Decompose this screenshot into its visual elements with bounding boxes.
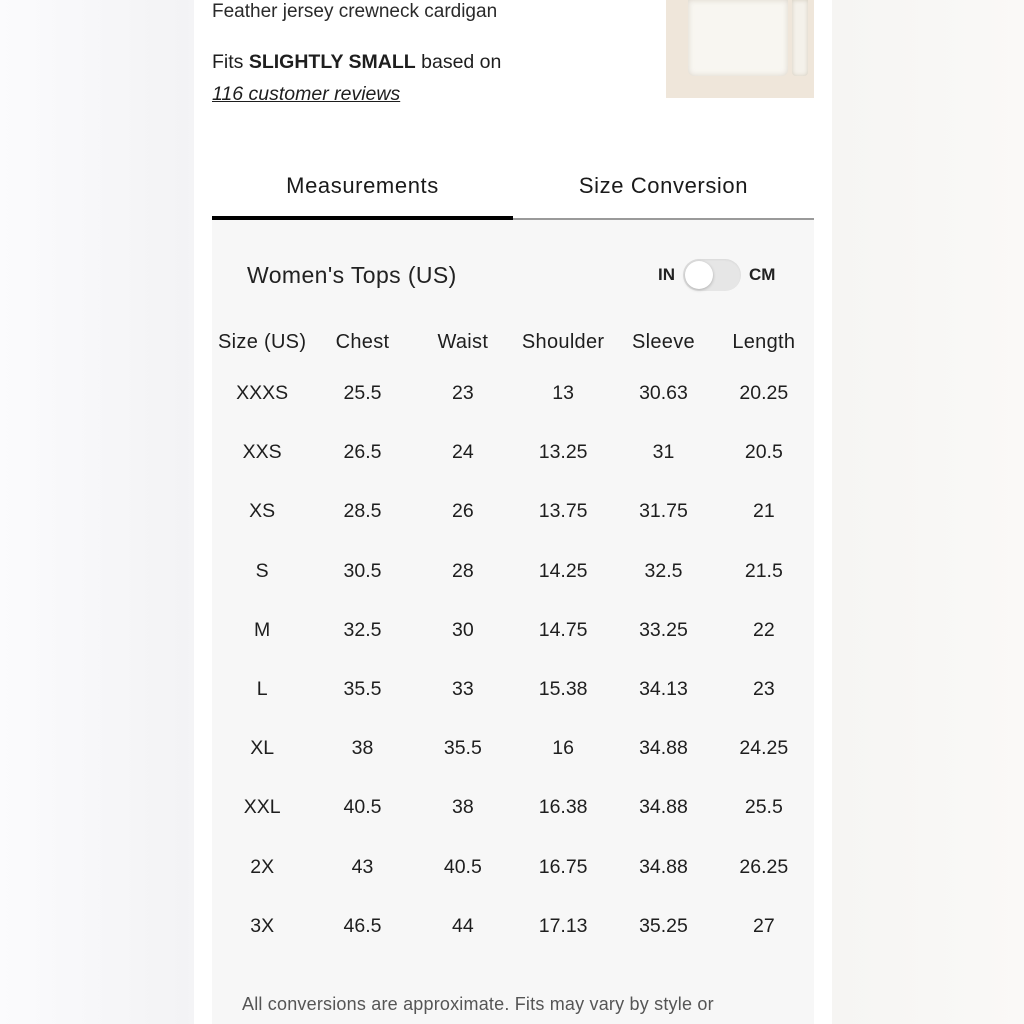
cell-size: XXS [242,441,282,464]
cell-sleeve: 34.88 [639,737,688,760]
cell-size: S [255,559,269,582]
cell-size: XXL [243,796,281,819]
cell-chest: 46.5 [343,914,382,937]
cell-shoulder: 14.25 [538,559,588,582]
size-guide-tabs [212,160,814,220]
cell-chest: 32.5 [343,618,382,641]
cell-sleeve: 34.88 [639,855,688,878]
table-row [212,719,814,778]
cell-length: 22 [752,618,775,641]
cell-waist: 33 [451,678,474,701]
fit-prefix: Fits [212,51,244,73]
product-thumbnail [666,0,814,98]
cell-length: 24.25 [739,737,789,760]
cell-sleeve: 34.13 [639,678,688,701]
conversion-disclaimer: All conversions are approximate. Fits may vary by style or [242,994,714,1014]
column-header-size: Size (US) [218,330,307,353]
cell-length: 27 [752,914,775,937]
cell-chest: 28.5 [343,500,382,523]
cell-waist: 30 [451,618,474,641]
cell-length: 20.5 [744,441,783,464]
column-header-shoulder: Shoulder [521,330,605,353]
cell-length: 25.5 [744,796,783,819]
cell-size: XXXS [236,382,289,405]
cell-sleeve: 31.75 [639,500,688,523]
cell-waist: 40.5 [443,855,482,878]
unit-label-cm: CM [749,265,776,284]
product-name: Feather jersey crewneck cardigan [212,1,498,22]
cell-waist: 28 [451,559,474,582]
table-row [212,423,814,482]
cell-shoulder: 13 [552,382,574,405]
panel-title: Women's Tops (US) [247,262,457,288]
cell-shoulder: 16.75 [538,855,588,878]
cell-length: 26.25 [739,855,789,878]
cell-shoulder: 13.75 [538,500,588,523]
cell-chest: 25.5 [343,382,382,405]
size-guide-sheet [194,0,832,1024]
measurements-panel [212,220,814,1024]
cell-length: 23 [752,678,775,701]
cell-waist: 44 [451,914,474,937]
cell-waist: 23 [451,382,474,405]
cell-size: L [256,678,268,701]
cell-size: M [254,618,271,641]
cell-size: 3X [250,914,275,937]
fit-suffix: based on [421,51,502,73]
cell-sleeve: 32.5 [644,559,683,582]
table-row [212,838,814,897]
cell-chest: 30.5 [343,559,382,582]
column-header-sleeve: Sleeve [632,330,695,353]
fit-value: SLIGHTLY SMALL [248,51,416,73]
cell-size: XS [249,500,276,523]
cell-waist: 26 [451,500,474,523]
column-header-length: Length [732,330,796,353]
cell-shoulder: 17.13 [538,914,588,937]
table-row [212,482,814,541]
switch-knob [685,261,713,289]
table-row [212,364,814,423]
unit-switch[interactable] [683,259,741,291]
cell-length: 20.25 [739,382,789,405]
cell-waist: 35.5 [443,737,482,760]
cell-shoulder: 14.75 [538,618,588,641]
table-row [212,660,814,719]
cell-chest: 26.5 [343,441,382,464]
customer-reviews-link[interactable]: 116 customer reviews [212,83,401,105]
unit-label-in: IN [658,265,675,284]
table-row [212,778,814,837]
fit-summary [212,49,501,75]
cell-sleeve: 33.25 [639,618,688,641]
unit-toggle [658,258,775,292]
cell-waist: 24 [451,441,474,464]
cell-length: 21 [752,500,775,523]
cell-shoulder: 15.38 [538,678,588,701]
garment-body [688,0,788,76]
column-header-chest: Chest [335,330,390,353]
cell-chest: 38 [351,737,374,760]
garment-sleeve-right [792,0,808,76]
cell-waist: 38 [451,796,474,819]
table-header-row [212,320,814,364]
table-row [212,542,814,601]
cell-size: XL [250,737,275,760]
cell-chest: 40.5 [343,796,382,819]
cell-size: 2X [250,855,275,878]
cell-shoulder: 13.25 [538,441,588,464]
cell-sleeve: 30.63 [639,382,688,405]
cell-shoulder: 16 [552,737,574,760]
cell-sleeve: 34.88 [639,796,688,819]
size-chart-table [212,320,814,956]
table-row [212,897,814,956]
cell-chest: 43 [351,855,374,878]
cell-chest: 35.5 [343,678,382,701]
tab-size-conversion[interactable]: Size Conversion [578,173,749,198]
column-header-waist: Waist [437,330,489,353]
cell-shoulder: 16.38 [538,796,588,819]
tab-measurements[interactable]: Measurements [212,160,513,218]
cell-sleeve: 35.25 [639,914,688,937]
cell-sleeve: 31 [652,441,675,464]
cell-length: 21.5 [744,559,783,582]
table-row [212,601,814,660]
